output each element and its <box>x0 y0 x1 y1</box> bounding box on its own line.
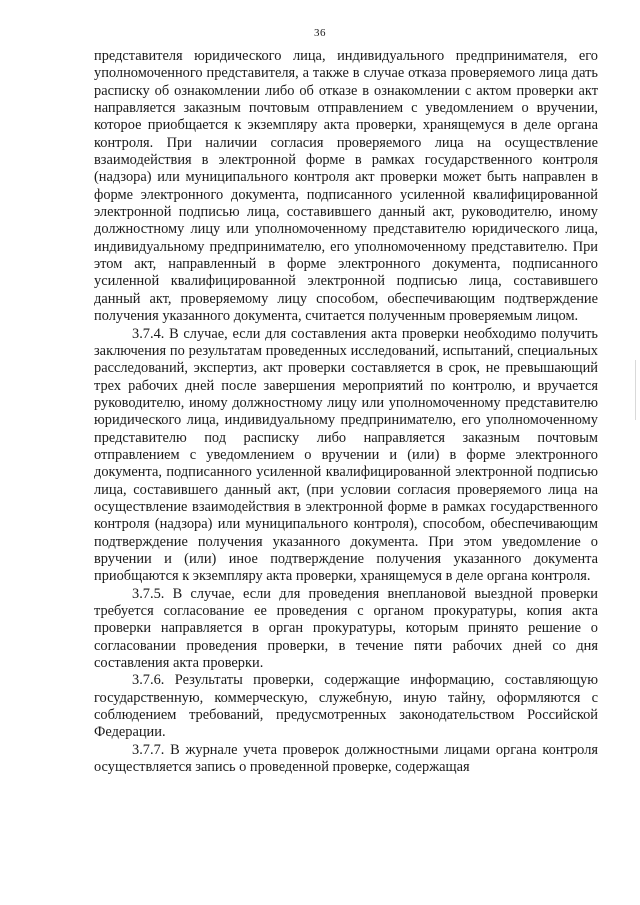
paragraph-3-7-6: 3.7.6. Результаты проверки, содержащие информацию, составляющую государственную, коммерческую, служебную, иную тайну, оформляются с соблюдением требований, предусмотренных законодательством Российской Федерации. <box>94 672 598 741</box>
paragraph-3-7-7: 3.7.7. В журнале учета проверок должностными лицами органа контроля осуществляется запись о проведенной проверке, содержащая <box>94 741 598 776</box>
paragraph-continuation: представителя юридического лица, индивидуального предпринимателя, его уполномоченного представителя, а также в случае отказа проверяемого лица дать расписку об ознакомлении либо об отказе в ознакомлении с актом проверки акт направляется заказным почтовым отправлением с уведомлением о вручении, которое приобщается к экземпляру акта проверки, хранящемуся в деле органа контроля. При наличии согласия проверяемого лица на осуществление взаимодействия в электронной форме в рамках государственного контроля (надзора) или муниципального контроля акт проверки может быть направлен в форме электронного документа, подписанного усиленной квалифицированной электронной подписью лица, составившего данный акт, руководителю, иному должностному лицу или уполномоченному представителю юридического лица, индивидуальному предпринимателю, его уполномоченному представителю. При этом акт, направленный в форме электронного документа, подписанного усиленной квалифицированной электронной подписью лица, составившего данный акт, проверяемому лицу способом, обеспечивающим подтверждение получения указанного документа, считается полученным проверяемым лицом. <box>94 48 598 325</box>
paragraph-3-7-4: 3.7.4. В случае, если для составления акта проверки необходимо получить заключения по результатам проведенных исследований, испытаний, специальных расследований, экспертиз, акт проверки составляется в срок, не превышающий трех рабочих дней после завершения мероприятий по контролю, и вручается руководителю, иному должностному лицу или уполномоченному представителю юридического лица, индивидуальному предпринимателю, его уполномоченному представителю под расписку либо направляется заказным почтовым отправлением с уведомлением о вручении и (или) в форме электронного документа, подписанного усиленной квалифицированной электронной подписью лица, составившего данный акт, (при условии согласия проверяемого лица на осуществление взаимодействия в электронной форме в рамках государственного контроля (надзора) или муниципального контроля), способом, обеспечивающим подтверждение получения указанного документа. При этом уведомление о вручении и (или) иное подтверждение получения указанного документа приобщаются к экземпляру акта проверки, хранящемуся в деле органа контроля. <box>94 325 598 585</box>
paragraph-3-7-5: 3.7.5. В случае, если для проведения внеплановой выездной проверки требуется согласование ее проведения с органом прокуратуры, копия акта проверки направляется в орган прокуратуры, которым принято решение о согласовании проведения проверки, в течение пяти рабочих дней со дня составления акта проверки. <box>94 585 598 672</box>
page-number: 36 <box>314 27 326 39</box>
document-body <box>94 48 598 776</box>
scan-edge-mark <box>635 360 636 420</box>
